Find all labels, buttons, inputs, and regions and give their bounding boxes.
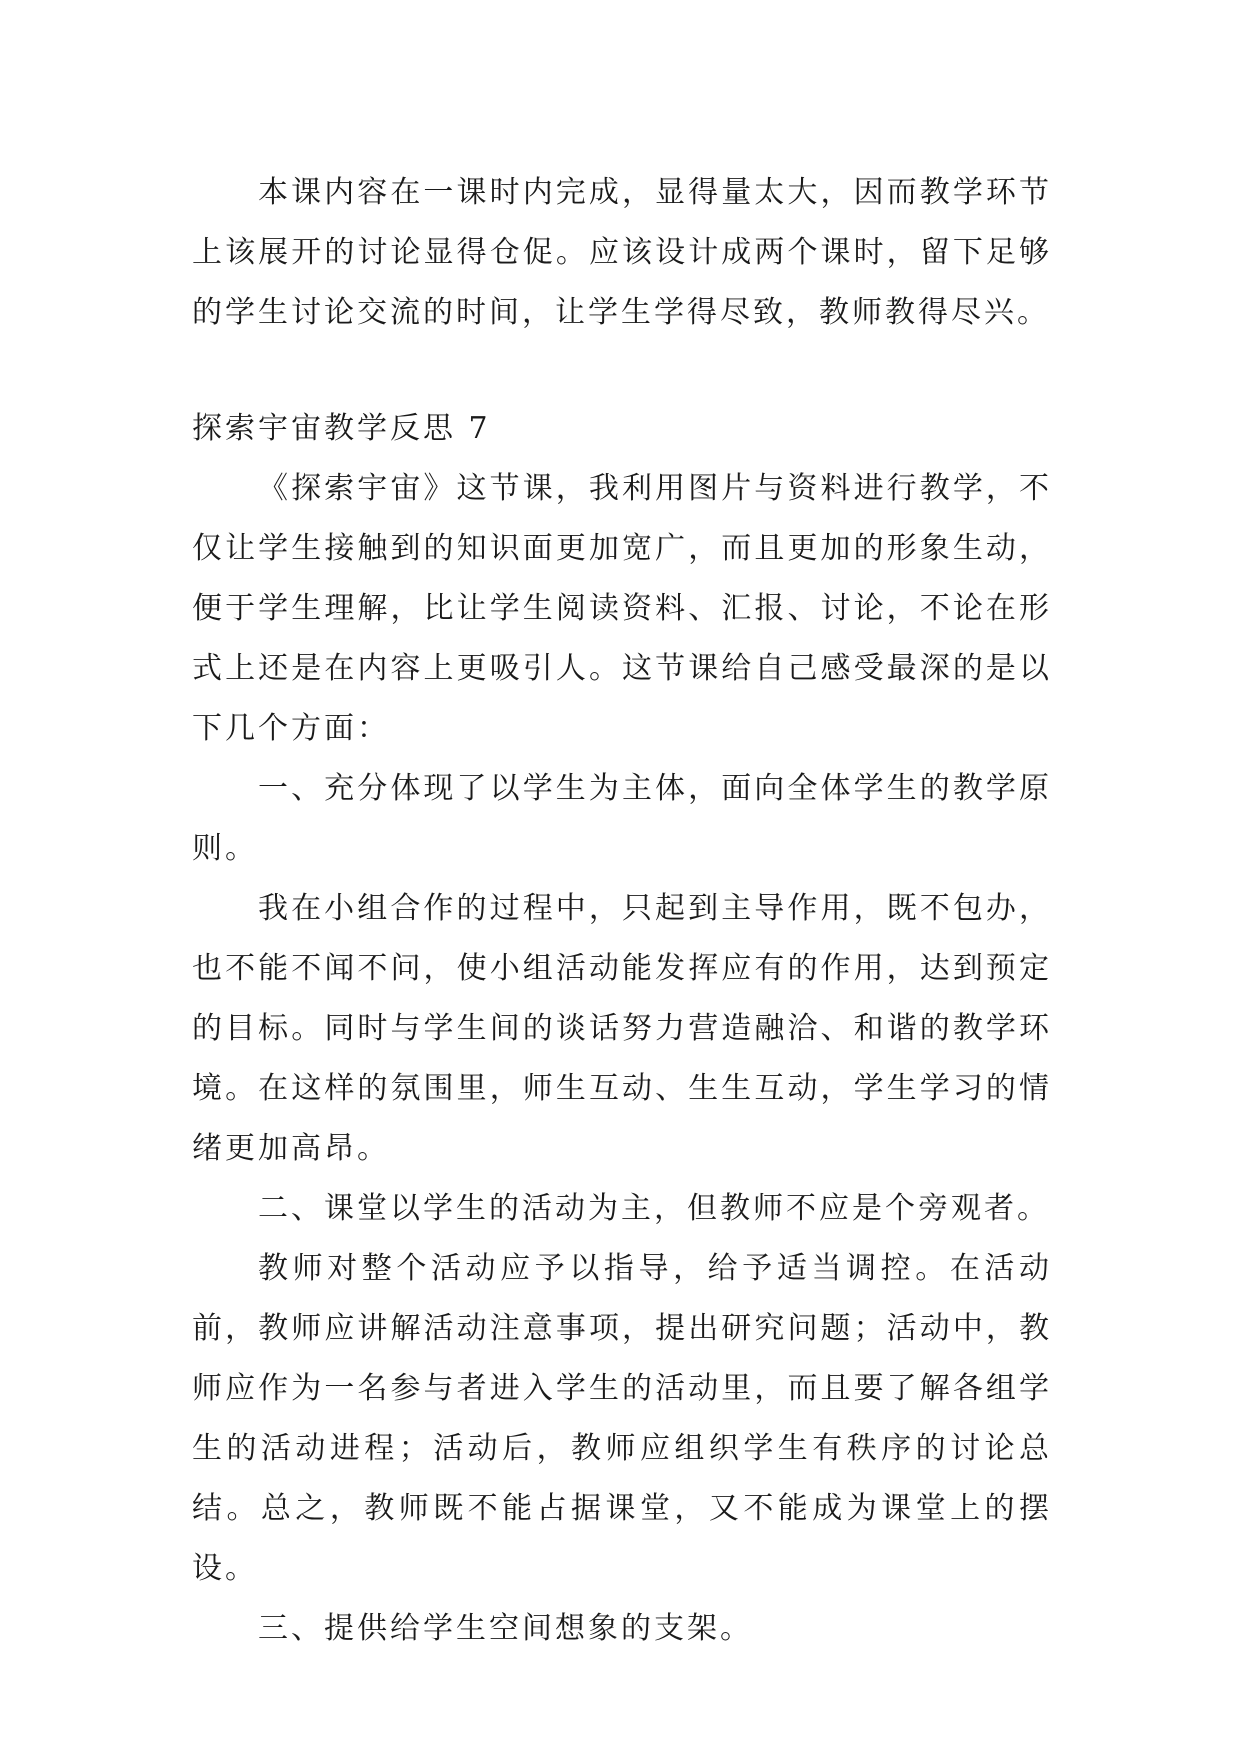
body-paragraph: 教师对整个活动应予以指导，给予适当调控。在活动前，教师应讲解活动注意事项，提出研究问题；活动中，教师应作为一名参与者进入学生的活动里，而且要了解各组学生的活动进程；活动后，教师应组织学生有秩序的讨论总结。总之，教师既不能占据课堂，又不能成为课堂上的摆设。 [192,1251,1052,1586]
paragraph-gap [192,343,1052,399]
point-two-heading: 二、课堂以学生的活动为主，但教师不应是个旁观者。 [258,1191,1050,1226]
section-heading: 探索宇宙教学反思 7 [192,411,491,446]
body-paragraph: 《探索宇宙》这节课，我利用图片与资料进行教学，不仅让学生接触到的知识面更加宽广，而且更加的形象生动，便于学生理解，比让学生阅读资料、汇报、讨论，不论在形式上还是在内容上更吸引人。这节课给自己感受最深的是以下几个方面： [192,471,1052,746]
point-one-heading: 一、充分体现了以学生为主体，面向全体学生的教学原则。 [192,771,1052,866]
document-body [192,163,1052,1659]
intro-paragraph: 本课内容在一课时内完成，显得量太大，因而教学环节上该展开的讨论显得仓促。应该设计成两个课时，留下足够的学生讨论交流的时间，让学生学得尽致，教师教得尽兴。 [192,175,1052,330]
point-three-heading: 三、提供给学生空间想象的支架。 [258,1611,753,1646]
body-paragraph: 我在小组合作的过程中，只起到主导作用，既不包办，也不能不闻不问，使小组活动能发挥应有的作用，达到预定的目标。同时与学生间的谈话努力营造融洽、和谐的教学环境。在这样的氛围里，师生互动、生生互动，学生学习的情绪更加高昂。 [192,891,1052,1166]
